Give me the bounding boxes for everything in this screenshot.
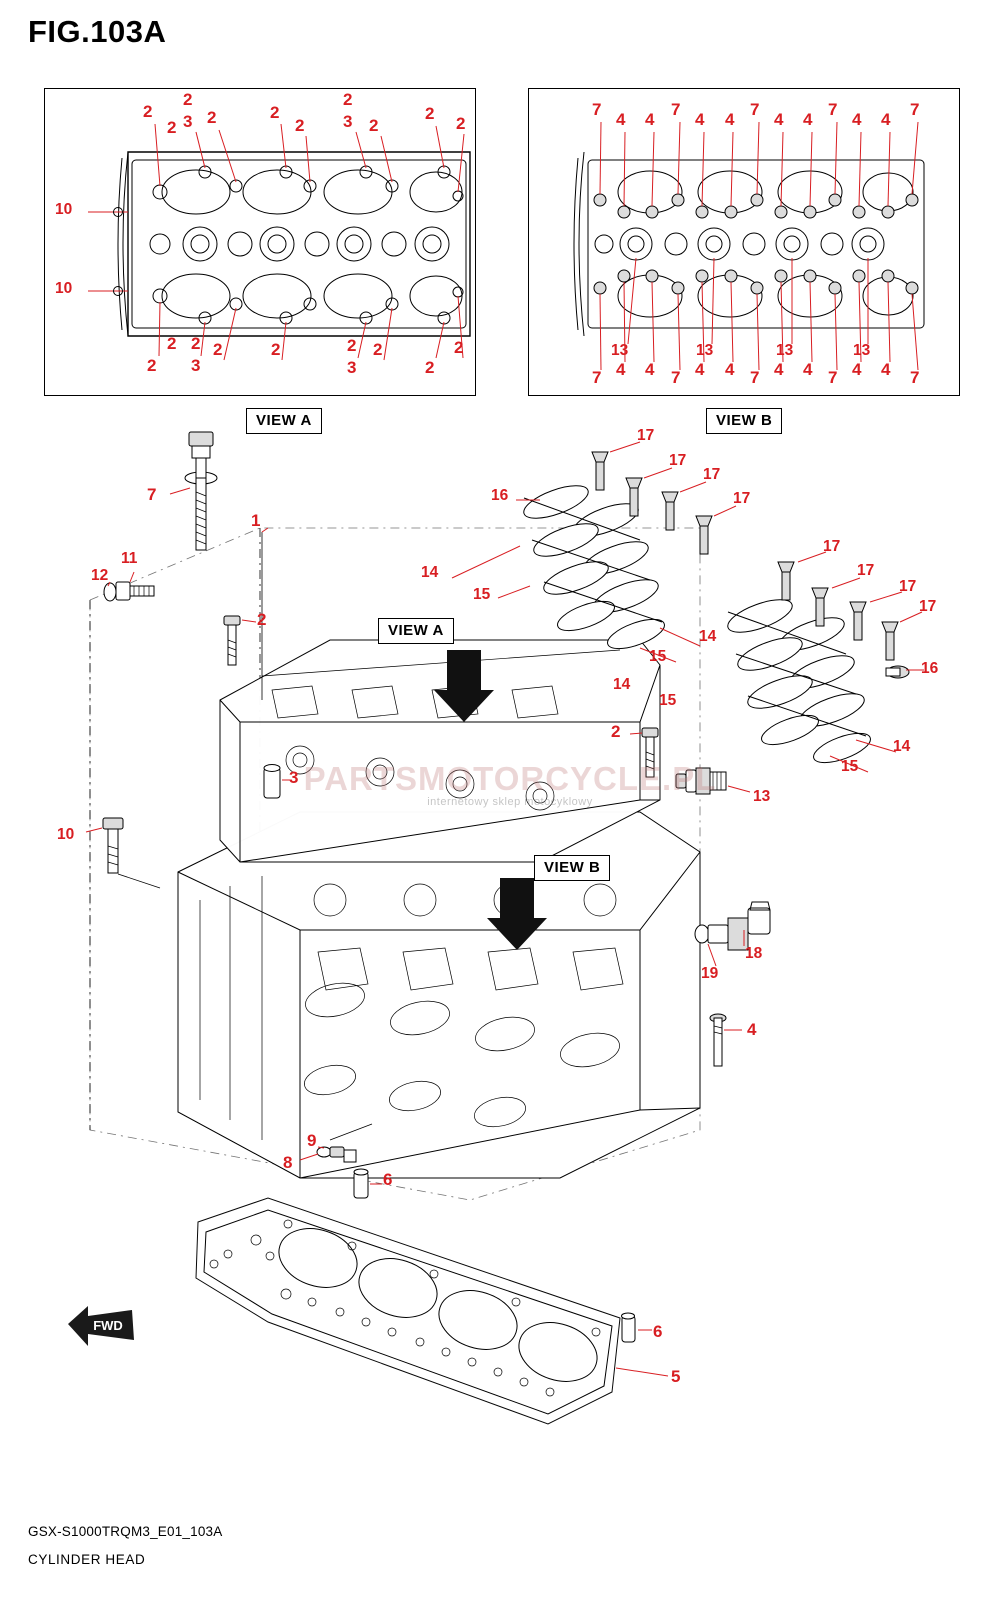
callout-inset-b-4-27: 4 — [852, 360, 862, 379]
callout-inset-a-2-23: 2 — [425, 358, 435, 377]
callout-main-1-1: 1 — [251, 511, 261, 530]
part-10-bolt — [86, 818, 160, 888]
callout-main-17-12: 17 — [733, 490, 751, 507]
callout-main-15-14: 15 — [473, 586, 491, 603]
callout-inset-a-2-4: 2 — [207, 108, 217, 127]
callout-inset-a-2-9: 2 — [369, 116, 379, 135]
callout-inset-a-2-22: 2 — [373, 340, 383, 359]
callout-inset-b-7-20: 7 — [671, 368, 681, 387]
callout-inset-b-7-9: 7 — [828, 100, 838, 119]
callout-inset-b-4-24: 4 — [774, 360, 784, 379]
callout-main-6-32: 6 — [383, 1170, 393, 1189]
view-tag-b-main: VIEW B — [534, 855, 610, 881]
callout-inset-b-7-23: 7 — [750, 368, 760, 387]
callout-main-2-4: 2 — [257, 610, 267, 629]
part-2-bolt-upper — [224, 616, 256, 665]
callout-inset-b-4-21: 4 — [695, 360, 705, 379]
callout-main-17-21: 17 — [899, 578, 917, 595]
callout-inset-b-4-11: 4 — [881, 110, 891, 129]
view-tag-b-inset: VIEW B — [706, 408, 782, 434]
figure-title: FIG.103A — [28, 14, 167, 49]
footer-figure-name: CYLINDER HEAD — [28, 1552, 146, 1567]
callout-inset-b-13-15: 13 — [776, 342, 794, 359]
callout-inset-a-3-7: 3 — [343, 112, 353, 131]
callout-main-14-17: 14 — [613, 676, 631, 693]
callout-inset-b-7-29: 7 — [910, 368, 920, 387]
callout-inset-a-2-14: 2 — [147, 356, 157, 375]
callout-inset-a-2-1: 2 — [183, 90, 193, 109]
callout-main-14-13: 14 — [421, 564, 439, 581]
callout-inset-b-4-4: 4 — [695, 110, 705, 129]
callout-main-8-31: 8 — [283, 1153, 293, 1172]
watermark-main: PARTSMOTORCYCLE.PL — [303, 760, 717, 797]
callout-inset-b-4-1: 4 — [616, 110, 626, 129]
callout-main-13-26: 13 — [753, 788, 771, 805]
callout-inset-b-7-6: 7 — [750, 100, 760, 119]
callout-inset-a-2-3: 2 — [167, 118, 177, 137]
callout-inset-b-4-5: 4 — [725, 110, 735, 129]
callout-main-19-28: 19 — [701, 965, 719, 982]
callout-inset-a-2-15: 2 — [167, 334, 177, 353]
callout-main-3-5: 3 — [289, 768, 299, 787]
callout-inset-b-7-26: 7 — [828, 368, 838, 387]
callout-inset-a-2-8: 2 — [295, 116, 305, 135]
callout-main-7-0: 7 — [147, 485, 157, 504]
callout-main-4-29: 4 — [747, 1020, 757, 1039]
callout-main-16-8: 16 — [491, 487, 509, 504]
callout-main-10-6: 10 — [57, 826, 75, 843]
part-1-tick — [262, 528, 268, 532]
callout-inset-b-4-25: 4 — [803, 360, 813, 379]
callout-main-12-2: 12 — [91, 567, 109, 584]
callout-inset-a-2-0: 2 — [143, 102, 153, 121]
callout-main-11-3: 11 — [121, 550, 138, 567]
part-4-valve — [710, 1014, 742, 1066]
callout-inset-a-2-10: 2 — [425, 104, 435, 123]
callout-inset-a-3-2: 3 — [183, 112, 193, 131]
callout-main-14-24: 14 — [893, 738, 911, 755]
inset-a-drawing — [88, 124, 470, 360]
callout-main-15-25: 15 — [841, 758, 859, 775]
callout-main-17-11: 17 — [703, 466, 721, 483]
part-6-dowel-lower — [622, 1313, 653, 1342]
callout-main-6-33: 6 — [653, 1322, 663, 1341]
view-tag-a-inset: VIEW A — [246, 408, 322, 434]
callout-inset-a-2-5: 2 — [270, 103, 280, 122]
callout-inset-a-10-12: 10 — [55, 201, 73, 218]
part-7-bolt — [170, 432, 217, 550]
callout-main-17-22: 17 — [919, 598, 937, 615]
callout-inset-b-7-12: 7 — [910, 100, 920, 119]
callout-inset-a-2-24: 2 — [454, 338, 464, 357]
callout-main-16-23: 16 — [921, 660, 939, 677]
callout-inset-a-10-13: 10 — [55, 280, 73, 297]
callout-main-17-19: 17 — [823, 538, 841, 555]
callout-inset-b-7-0: 7 — [592, 100, 602, 119]
callout-inset-b-4-2: 4 — [645, 110, 655, 129]
callout-inset-b-7-17: 7 — [592, 368, 602, 387]
part-11-12 — [104, 572, 154, 601]
callout-main-18-27: 18 — [745, 945, 763, 962]
fwd-arrow — [64, 1300, 142, 1352]
callout-inset-b-4-18: 4 — [616, 360, 626, 379]
callout-main-5-34: 5 — [671, 1367, 681, 1386]
callout-inset-a-3-21: 3 — [347, 358, 357, 377]
callout-inset-b-4-22: 4 — [725, 360, 735, 379]
callout-inset-b-13-14: 13 — [696, 342, 714, 359]
callout-main-17-20: 17 — [857, 562, 875, 579]
callout-main-15-16: 15 — [649, 648, 667, 665]
callout-inset-b-13-13: 13 — [611, 342, 629, 359]
callout-inset-a-2-20: 2 — [347, 336, 357, 355]
view-tag-a-main: VIEW A — [378, 618, 454, 644]
svg-text:FWD: FWD — [93, 1318, 123, 1333]
throttle-body-group-1 — [452, 442, 736, 662]
watermark-sub: internetowy sklep motocyklowy — [427, 796, 593, 808]
callout-main-14-15: 14 — [699, 628, 717, 645]
part-13-spark-plug — [676, 768, 750, 794]
callout-inset-a-2-18: 2 — [213, 340, 223, 359]
callout-inset-a-3-17: 3 — [191, 356, 201, 375]
callout-inset-a-2-11: 2 — [456, 114, 466, 133]
callout-main-17-10: 17 — [669, 452, 687, 469]
callout-inset-b-4-28: 4 — [881, 360, 891, 379]
callout-inset-b-4-19: 4 — [645, 360, 655, 379]
callout-inset-b-4-10: 4 — [852, 110, 862, 129]
callout-inset-a-2-16: 2 — [191, 334, 201, 353]
callout-main-17-9: 17 — [637, 427, 655, 444]
callout-inset-b-13-16: 13 — [853, 342, 871, 359]
callout-main-2-7: 2 — [611, 722, 621, 741]
callout-inset-b-7-3: 7 — [671, 100, 681, 119]
callout-main-15-18: 15 — [659, 692, 677, 709]
part-5-head-gasket — [196, 1198, 668, 1424]
callout-inset-b-4-8: 4 — [803, 110, 813, 129]
callout-inset-a-2-6: 2 — [343, 90, 353, 109]
footer-model-code: GSX-S1000TRQM3_E01_103A — [28, 1524, 223, 1539]
callout-main-9-30: 9 — [307, 1131, 317, 1150]
callout-inset-b-4-7: 4 — [774, 110, 784, 129]
inset-b-drawing — [574, 122, 924, 370]
callout-inset-a-2-19: 2 — [271, 340, 281, 359]
